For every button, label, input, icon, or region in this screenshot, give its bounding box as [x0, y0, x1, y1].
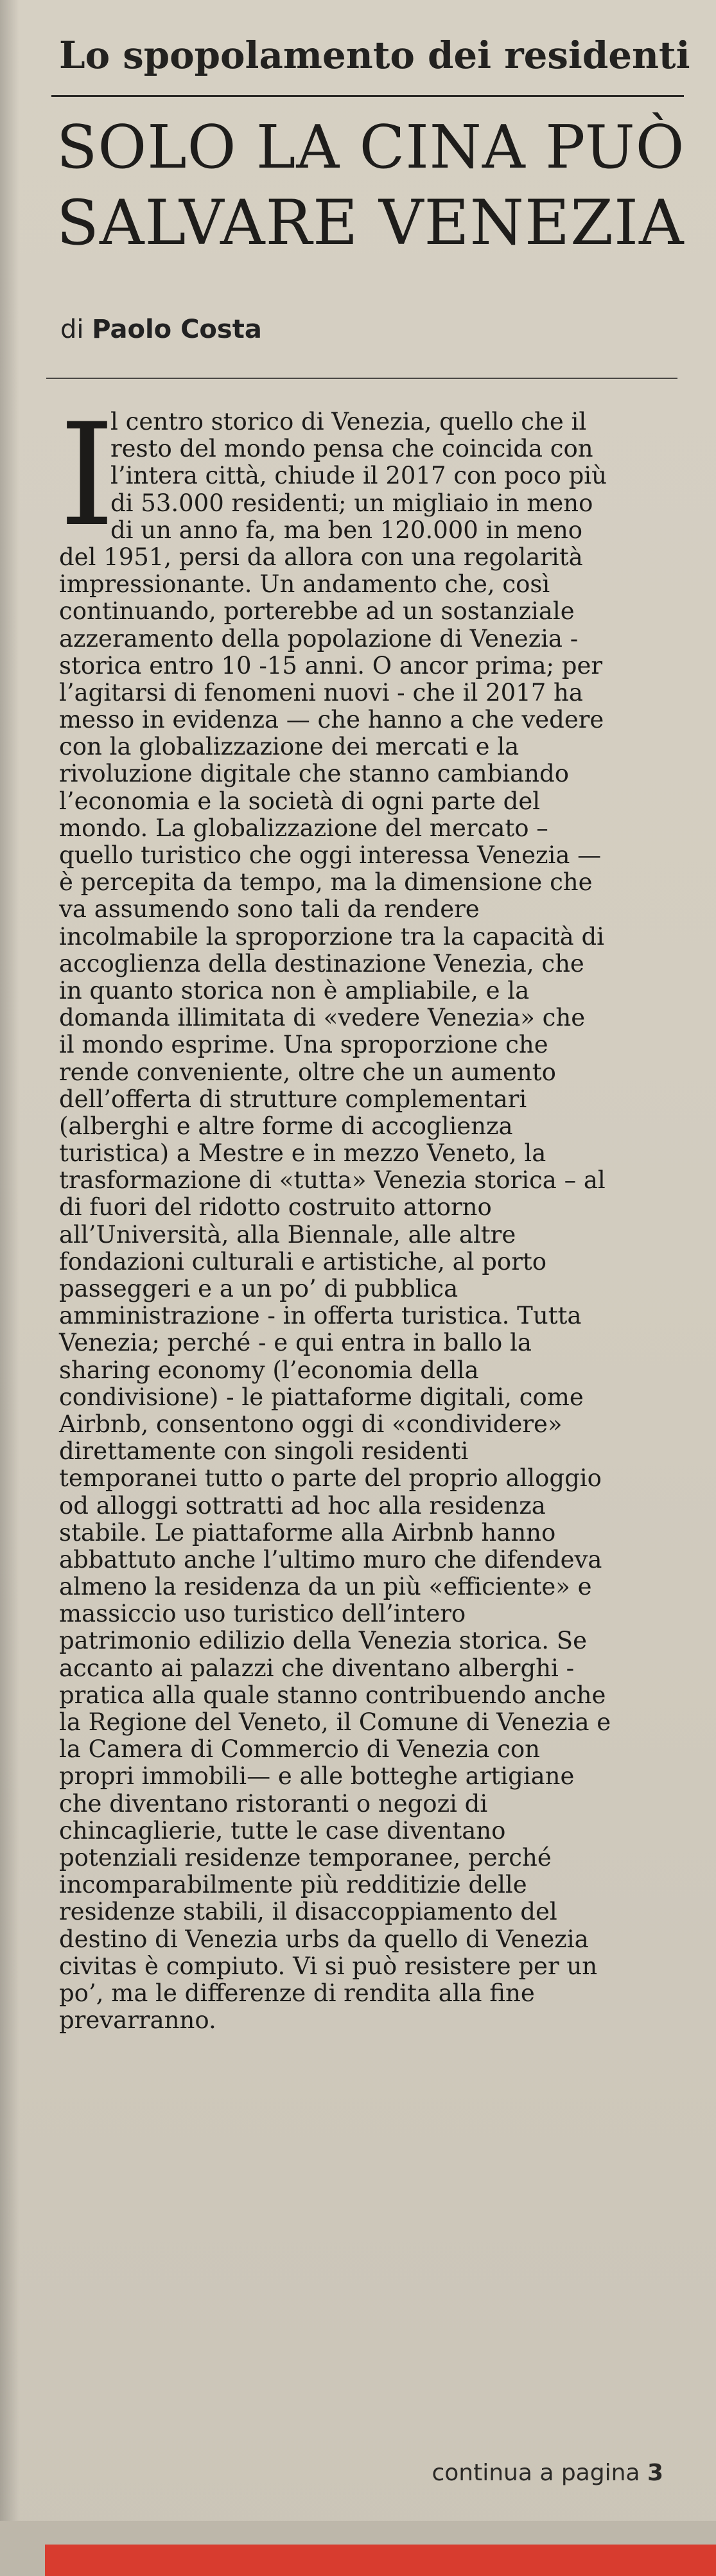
article-line: Airbnb, consentono oggi di «condividere» — [59, 1410, 563, 1438]
byline — [60, 315, 262, 344]
article-line: po’, ma le differenze di rendita alla fine — [59, 1979, 535, 2007]
byline-rule — [46, 378, 677, 379]
article-line: storica entro 10 -15 anni. O ancor prima; per — [59, 651, 603, 679]
article-line: del 1951, persi da allora con una regolarità — [59, 543, 583, 571]
article-line: condivisione) - le piattaforme digitali, come — [59, 1383, 584, 1411]
article-line: stabile. Le piattaforme alla Airbnb hanno — [59, 1518, 556, 1546]
headline — [57, 109, 685, 261]
article-line: pratica alla quale stanno contribuendo anche — [59, 1681, 606, 1709]
page-gutter-shadow — [0, 0, 19, 2576]
article-line: rende conveniente, oltre che un aumento — [59, 1058, 556, 1086]
article-line: propri immobili— e alle botteghe artigiane — [59, 1762, 575, 1791]
article-line: rivoluzione digitale che stanno cambiando — [59, 760, 569, 788]
article-body — [59, 393, 656, 2035]
article-line: l’agitarsi di fenomeni nuovi - che il 2017 ha — [59, 678, 583, 706]
article-line: di un anno fa, ma ben 120.000 in meno — [110, 516, 583, 544]
article-line: massiccio uso turistico dell’intero — [59, 1600, 466, 1628]
article-line: la Camera di Commercio di Venezia con — [59, 1735, 540, 1764]
red-banner-strip — [45, 2545, 716, 2576]
article-line: azzeramento della popolazione di Venezia - — [59, 624, 579, 653]
article-line: domanda illimitata di «vedere Venezia» che — [59, 1004, 586, 1032]
article-line: amministrazione - in offerta turistica. Tutta — [59, 1302, 582, 1330]
article-line: (alberghi e altre forme di accoglienza — [59, 1112, 513, 1140]
article-line: l’intera città, chiude il 2017 con poco più — [110, 462, 607, 490]
article-line: l’economia e la società di ogni parte del — [59, 787, 541, 815]
article-line: civitas è compiuto. Vi si può resistere per un — [59, 1952, 598, 1980]
article-line: chincaglierie, tutte le case diventano — [59, 1816, 506, 1844]
article-line: destino di Venezia urbs da quello di Venezia — [59, 1925, 589, 1953]
article-line: l centro storico di Venezia, quello che il — [110, 408, 587, 435]
continuation-page-number: 3 — [647, 2460, 663, 2486]
article-line: impressionante. Un andamento che, così — [59, 570, 550, 599]
article-line: mondo. La globalizzazione del mercato – — [59, 814, 548, 842]
drop-cap: I — [59, 393, 115, 557]
article-line: Venezia; perché - e qui entra in ballo la — [59, 1329, 532, 1357]
article-line: incomparabilmente più redditizie delle — [59, 1871, 527, 1899]
author-name: Paolo Costa — [92, 315, 262, 344]
article-line: incolmabile la sproporzione tra la capacità di — [59, 922, 604, 951]
article-line: trasformazione di «tutta» Venezia storica – al — [59, 1166, 606, 1195]
article-line: accanto ai palazzi che diventano alberghi - — [59, 1654, 575, 1682]
article-line: direttamente con singoli residenti — [59, 1437, 469, 1466]
article-line: patrimonio edilizio della Venezia storica. Se — [59, 1627, 588, 1655]
section-kicker: Lo spopolamento dei residenti — [59, 33, 690, 77]
kicker-rule — [51, 95, 684, 97]
article-line: messo in evidenza — che hanno a che vedere — [59, 706, 604, 734]
article-line: od alloggi sottratti ad hoc alla residenza — [59, 1491, 546, 1520]
article-line: almeno la residenza da un più «efficiente» e — [59, 1573, 592, 1601]
article-line: all’Università, alla Biennale, alle altre — [59, 1220, 516, 1249]
article-line: quello turistico che oggi interessa Venezia — — [59, 841, 602, 869]
article-line: con la globalizzazione dei mercati e la — [59, 733, 520, 761]
article-line: continuando, porterebbe ad un sostanziale — [59, 597, 575, 626]
continuation-text: continua a pagina — [432, 2460, 640, 2486]
article-line: passeggeri e a un po’ di pubblica — [59, 1275, 458, 1302]
article-line: residenze stabili, il disaccoppiamento del — [59, 1898, 557, 1926]
article-line: in quanto storica non è ampliabile, e la — [59, 976, 530, 1004]
headline-line-1: SOLO LA CINA PUÒ — [57, 112, 685, 182]
article-line: accoglienza della destinazione Venezia, che — [59, 949, 584, 977]
article-line: che diventano ristoranti o negozi di — [59, 1789, 488, 1818]
byline-prefix: di — [60, 315, 84, 344]
article-line: temporanei tutto o parte del proprio alloggio — [59, 1464, 602, 1493]
article-line: turistica) a Mestre e in mezzo Veneto, la — [59, 1139, 546, 1168]
continuation-note[interactable] — [432, 2460, 663, 2486]
article-line: abbattuto anche l’ultimo muro che difendeva — [59, 1545, 602, 1573]
article-line: dell’offerta di strutture complementari — [59, 1085, 527, 1113]
headline-line-2: SALVARE VENEZIA — [57, 187, 685, 259]
article-line: di fuori del ridotto costruito attorno — [59, 1193, 492, 1222]
article-line: sharing economy (l’economia della — [59, 1356, 479, 1384]
article-line: la Regione del Veneto, il Comune di Venezia e — [59, 1708, 611, 1736]
article-line: resto del mondo pensa che coincida con — [110, 435, 593, 463]
article-line: è percepita da tempo, ma la dimensione che — [59, 868, 593, 897]
article-line: il mondo esprime. Una sproporzione che — [59, 1031, 548, 1059]
article-line: va assumendo sono tali da rendere — [59, 895, 480, 924]
article-line: di 53.000 residenti; un migliaio in meno — [110, 489, 593, 517]
article-line: potenziali residenze temporanee, perché — [59, 1843, 552, 1871]
article-line: prevarranno. — [59, 2006, 216, 2035]
article-line: fondazioni culturali e artistiche, al porto — [59, 1247, 547, 1275]
